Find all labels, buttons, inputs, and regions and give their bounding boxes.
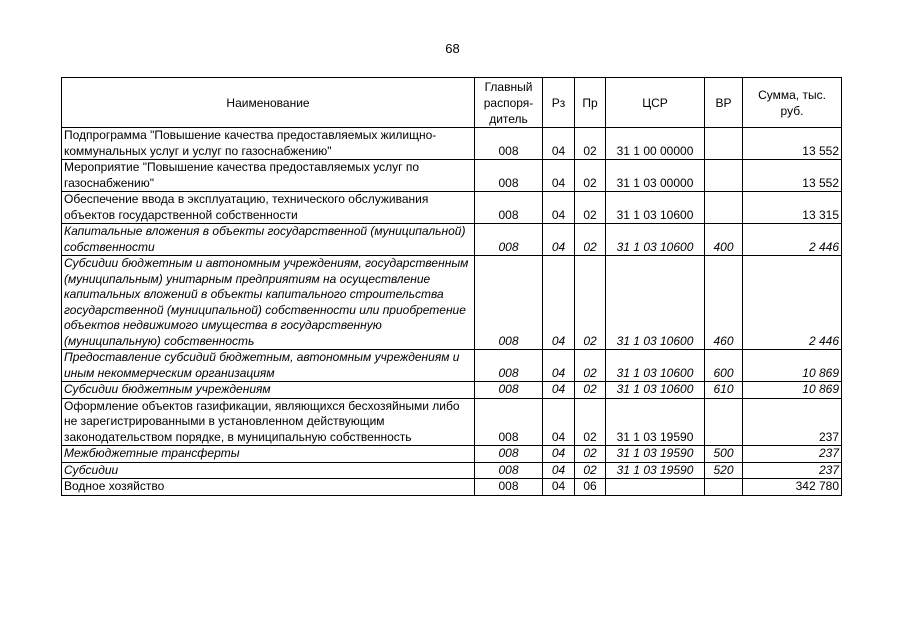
page-number: 68	[445, 41, 460, 56]
cell-admin: 008	[475, 398, 543, 446]
cell-sum: 10 869	[743, 382, 842, 399]
cell-vr	[705, 192, 743, 224]
cell-admin: 008	[475, 224, 543, 256]
cell-sum: 13 315	[743, 192, 842, 224]
cell-name: Межбюджетные трансферты	[62, 446, 475, 463]
cell-csr: 31 1 03 10600	[606, 224, 705, 256]
cell-sum: 342 780	[743, 479, 842, 496]
cell-vr: 610	[705, 382, 743, 399]
cell-csr: 31 1 03 19590	[606, 398, 705, 446]
cell-admin: 008	[475, 462, 543, 479]
cell-pr: 02	[575, 446, 606, 463]
cell-admin: 008	[475, 192, 543, 224]
cell-csr: 31 1 03 10600	[606, 192, 705, 224]
table-body	[62, 128, 842, 496]
cell-rz: 04	[543, 462, 575, 479]
cell-admin: 008	[475, 350, 543, 382]
cell-admin: 008	[475, 446, 543, 463]
table-row	[62, 382, 842, 399]
cell-name: Оформление объектов газификации, являющихся бесхозяйными либо не зарегистрированными в установленном действующим законодательством порядке, в муниципальную собственность	[62, 398, 475, 446]
cell-admin: 008	[475, 382, 543, 399]
cell-name: Субсидии	[62, 462, 475, 479]
table-row	[62, 224, 842, 256]
cell-sum: 10 869	[743, 350, 842, 382]
cell-rz: 04	[543, 128, 575, 160]
table-row	[62, 462, 842, 479]
cell-name: Субсидии бюджетным учреждениям	[62, 382, 475, 399]
cell-admin: 008	[475, 256, 543, 350]
cell-name: Субсидии бюджетным и автономным учреждениям, государственным (муниципальным) унитарным предприятиям на осуществление капитальных вложений в объекты капитального строительства государственной (муниципальной) собственности или приобретение объектов недвижимого имущества в государственную (муниципальную) собственность	[62, 256, 475, 350]
cell-rz: 04	[543, 160, 575, 192]
cell-csr: 31 1 03 10600	[606, 256, 705, 350]
cell-name: Предоставление субсидий бюджетным, автономным учреждениям и иным некоммерческим организациям	[62, 350, 475, 382]
cell-vr	[705, 128, 743, 160]
cell-pr: 02	[575, 224, 606, 256]
cell-pr: 02	[575, 192, 606, 224]
cell-pr: 02	[575, 382, 606, 399]
cell-rz: 04	[543, 224, 575, 256]
cell-pr: 02	[575, 398, 606, 446]
cell-name: Капитальные вложения в объекты государственной (муниципальной) собственности	[62, 224, 475, 256]
cell-vr: 460	[705, 256, 743, 350]
cell-pr: 02	[575, 128, 606, 160]
header-pr: Пр	[575, 78, 606, 128]
budget-table	[61, 77, 842, 496]
cell-rz: 04	[543, 446, 575, 463]
header-rz: Рз	[543, 78, 575, 128]
cell-csr: 31 1 03 19590	[606, 446, 705, 463]
cell-pr: 02	[575, 256, 606, 350]
cell-name: Водное хозяйство	[62, 479, 475, 496]
table-header-row	[62, 78, 842, 128]
table-row	[62, 128, 842, 160]
cell-vr: 500	[705, 446, 743, 463]
cell-admin: 008	[475, 479, 543, 496]
cell-csr: 31 1 03 10600	[606, 350, 705, 382]
cell-pr: 06	[575, 479, 606, 496]
cell-rz: 04	[543, 398, 575, 446]
cell-csr: 31 1 03 00000	[606, 160, 705, 192]
cell-vr: 520	[705, 462, 743, 479]
cell-vr	[705, 160, 743, 192]
table-row	[62, 398, 842, 446]
cell-rz: 04	[543, 479, 575, 496]
cell-sum: 237	[743, 398, 842, 446]
cell-vr: 400	[705, 224, 743, 256]
table-row	[62, 192, 842, 224]
cell-name: Подпрограмма "Повышение качества предоставляемых жилищно-коммунальных услуг и услуг по газоснабжению"	[62, 128, 475, 160]
cell-name: Обеспечение ввода в эксплуатацию, технического обслуживания объектов государственной собственности	[62, 192, 475, 224]
cell-pr: 02	[575, 462, 606, 479]
cell-sum: 13 552	[743, 160, 842, 192]
cell-sum: 237	[743, 462, 842, 479]
cell-sum: 2 446	[743, 256, 842, 350]
header-sum: Сумма, тыс. руб.	[743, 78, 842, 128]
cell-rz: 04	[543, 382, 575, 399]
table-row	[62, 446, 842, 463]
cell-vr	[705, 479, 743, 496]
header-admin: Главный распоря- дитель	[475, 78, 543, 128]
cell-pr: 02	[575, 160, 606, 192]
table-row	[62, 256, 842, 350]
cell-csr: 31 1 03 19590	[606, 462, 705, 479]
cell-rz: 04	[543, 350, 575, 382]
cell-admin: 008	[475, 160, 543, 192]
cell-rz: 04	[543, 256, 575, 350]
cell-name: Мероприятие "Повышение качества предоставляемых услуг по газоснабжению"	[62, 160, 475, 192]
table-row	[62, 350, 842, 382]
table-row	[62, 479, 842, 496]
cell-rz: 04	[543, 192, 575, 224]
cell-sum: 237	[743, 446, 842, 463]
cell-vr: 600	[705, 350, 743, 382]
cell-admin: 008	[475, 128, 543, 160]
cell-sum: 13 552	[743, 128, 842, 160]
cell-pr: 02	[575, 350, 606, 382]
cell-csr: 31 1 03 10600	[606, 382, 705, 399]
table-row	[62, 160, 842, 192]
header-vr: ВР	[705, 78, 743, 128]
header-csr: ЦСР	[606, 78, 705, 128]
cell-sum: 2 446	[743, 224, 842, 256]
cell-csr: 31 1 00 00000	[606, 128, 705, 160]
cell-csr	[606, 479, 705, 496]
header-name: Наименование	[62, 78, 475, 128]
cell-vr	[705, 398, 743, 446]
